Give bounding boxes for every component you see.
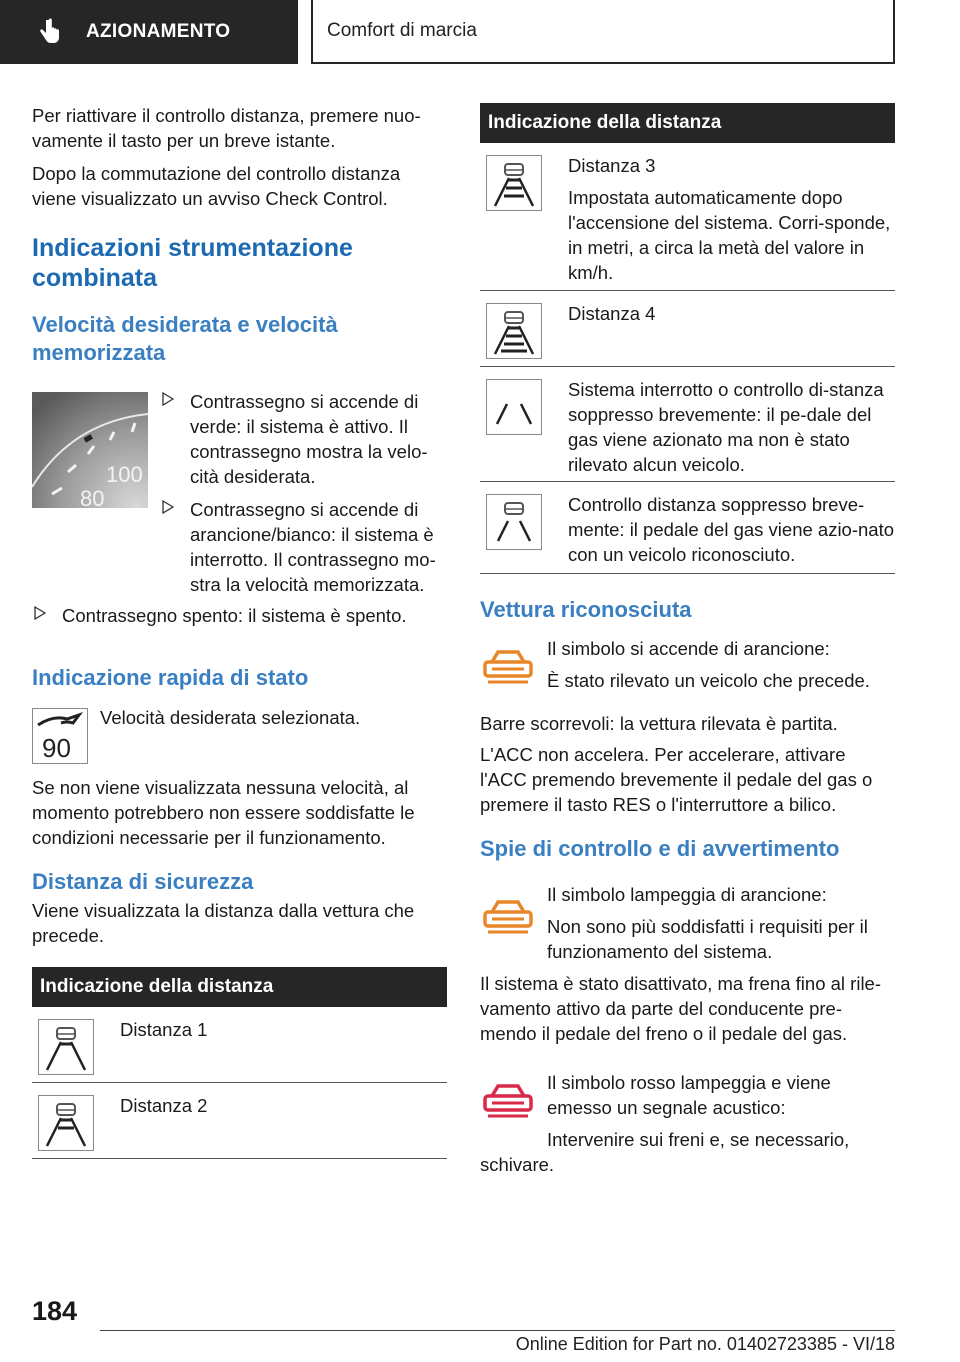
quick-status-text: Velocità desiderata selezionata. <box>100 707 361 728</box>
section-heading-instruments: Indicazioni strumentazione combinata <box>32 234 353 292</box>
table-row <box>480 482 895 574</box>
subheading-quick-status: Indicazione rapida di stato <box>32 665 309 690</box>
orange-car-warning-icon <box>482 896 534 938</box>
warning-1-note: Il sistema è stato disattivato, ma frena fino al rile-vamento attivo da parte del conducente pre-mendo il pedale del freno o il pedale del gas. <box>480 973 882 1044</box>
subheading-warning-lights: Spie di controllo e di avvertimento <box>480 836 840 861</box>
table-cell-title: Controllo distanza soppresso breve-mente: il pedale del gas viene azio-nato con un veicolo riconosciuto. <box>568 494 895 565</box>
warning-2-line-3: schivare. <box>480 1154 555 1175</box>
safety-distance-text: Viene visualizzata la distanza dalla vettura che precede. <box>32 900 415 946</box>
table-cell-title: Sistema interrotto o controllo di-stanza soppresso brevemente: il pe-dale del gas viene azionato ma non è stato rilevato alcun veicolo. <box>568 379 884 475</box>
table-cell-desc: Impostata automaticamente dopo l'accensione del sistema. Corri-sponde, in metri, a circa la metà del valore in km/h. <box>568 187 891 283</box>
no-vehicle-icon <box>486 379 542 435</box>
red-car-alert-icon <box>482 1080 534 1122</box>
footer-edition: Online Edition for Part no. 01402723385 - VI/18 <box>515 1334 895 1354</box>
distance-1-icon <box>38 1019 94 1075</box>
section-tab <box>0 0 298 64</box>
speedometer-image <box>32 392 148 508</box>
gauge-label-100: 100 <box>106 462 143 487</box>
section-tab-label: AZIONAMENTO <box>86 21 231 42</box>
chapter-tab <box>311 0 895 64</box>
list-item <box>32 603 447 628</box>
left-column <box>32 103 447 367</box>
warning-1-line-1: Il simbolo lampeggia di arancione: <box>547 884 827 905</box>
table-row <box>480 367 895 482</box>
distance-3-icon <box>486 155 542 211</box>
table-row <box>480 143 895 291</box>
warning-1-text <box>547 882 897 964</box>
table-cell-title: Distanza 3 <box>568 155 656 176</box>
speed-bullets-indented <box>160 389 450 605</box>
subheading-desired-speed: Velocità desiderata e velocità memorizzata <box>32 312 338 365</box>
speed-90-icon <box>32 708 88 764</box>
left-distance-table <box>32 967 447 1159</box>
chapter-tab-label: Comfort di marcia <box>327 20 477 41</box>
table-row <box>32 1007 447 1083</box>
subheading-vehicle-detected: Vettura riconosciuta <box>480 597 692 622</box>
table-header: Indicazione della distanza <box>32 967 447 1007</box>
quick-status-section <box>32 664 447 692</box>
bullet-text: Contrassegno si accende di arancione/bianco: il sistema è interrotto. Il contrassegno mo-stra la velocità memorizzata. <box>190 499 436 595</box>
vehicle-notes <box>480 711 895 863</box>
distance-4-icon <box>486 303 542 359</box>
vehicle-line-2: È stato rilevato un veicolo che precede. <box>547 670 870 691</box>
right-distance-table <box>480 103 895 574</box>
vehicle-note-1: Barre scorrevoli: la vettura rilevata è partita. <box>480 713 838 734</box>
table-row <box>32 1083 447 1159</box>
bullet-text: Contrassegno si accende di verde: il sistema è attivo. Il contrassegno mostra la velo-cità desiderata. <box>190 391 428 487</box>
vehicle-note-2: L'ACC non accelera. Per accelerare, attivare l'ACC premendo brevemente il pedale del gas o premere il tasto RES o l'interruttore a bilico. <box>480 744 873 815</box>
triangle-bullet-icon <box>162 500 174 514</box>
vehicle-line-1: Il simbolo si accende di arancione: <box>547 638 830 659</box>
footer-divider <box>100 1330 895 1331</box>
speed-90-value: 90 <box>42 733 71 763</box>
vehicle-detected-text <box>547 636 897 693</box>
warning-2-line-2: Intervenire sui freni e, se necessario, <box>547 1129 850 1150</box>
distance-2-icon <box>38 1095 94 1151</box>
vehicle-suppressed-icon <box>486 494 542 550</box>
intro-paragraph-2: Dopo la commutazione del controllo distanza viene visualizzato un avviso Check Control. <box>32 163 401 209</box>
bullet-text: Contrassegno spento: il sistema è spento. <box>62 605 407 626</box>
page-number: 184 <box>32 1296 78 1326</box>
warning-2-text <box>547 1070 897 1152</box>
list-item <box>160 389 450 489</box>
table-cell: Distanza 2 <box>120 1095 208 1116</box>
quick-status-note: Se non viene visualizzata nessuna velocità, al momento potrebbero non essere soddisfatte le condizioni necessarie per il funzionamento. <box>32 777 415 848</box>
table-row <box>480 291 895 367</box>
orange-car-icon <box>482 646 534 688</box>
gauge-label-80: 80 <box>80 486 105 508</box>
warning-2-line-1: Il simbolo rosso lampeggia e viene emesso un segnale acustico: <box>547 1072 831 1118</box>
intro-paragraph-1: Per riattivare il controllo distanza, premere nuo-vamente il tasto per un breve istante. <box>32 105 421 151</box>
table-cell-title: Distanza 4 <box>568 303 656 324</box>
table-header: Indicazione della distanza <box>480 103 895 143</box>
subheading-safety-distance: Distanza di sicurezza <box>32 869 254 894</box>
triangle-bullet-icon <box>34 606 46 620</box>
list-item <box>160 497 450 597</box>
speed-bullet-off <box>32 603 447 636</box>
table-cell: Distanza 1 <box>120 1019 208 1040</box>
left-lower <box>32 775 447 948</box>
triangle-bullet-icon <box>162 392 174 406</box>
warning-1-line-2: Non sono più soddisfatti i requisiti per il funzionamento del sistema. <box>547 916 868 962</box>
hand-pointer-icon <box>38 18 62 46</box>
